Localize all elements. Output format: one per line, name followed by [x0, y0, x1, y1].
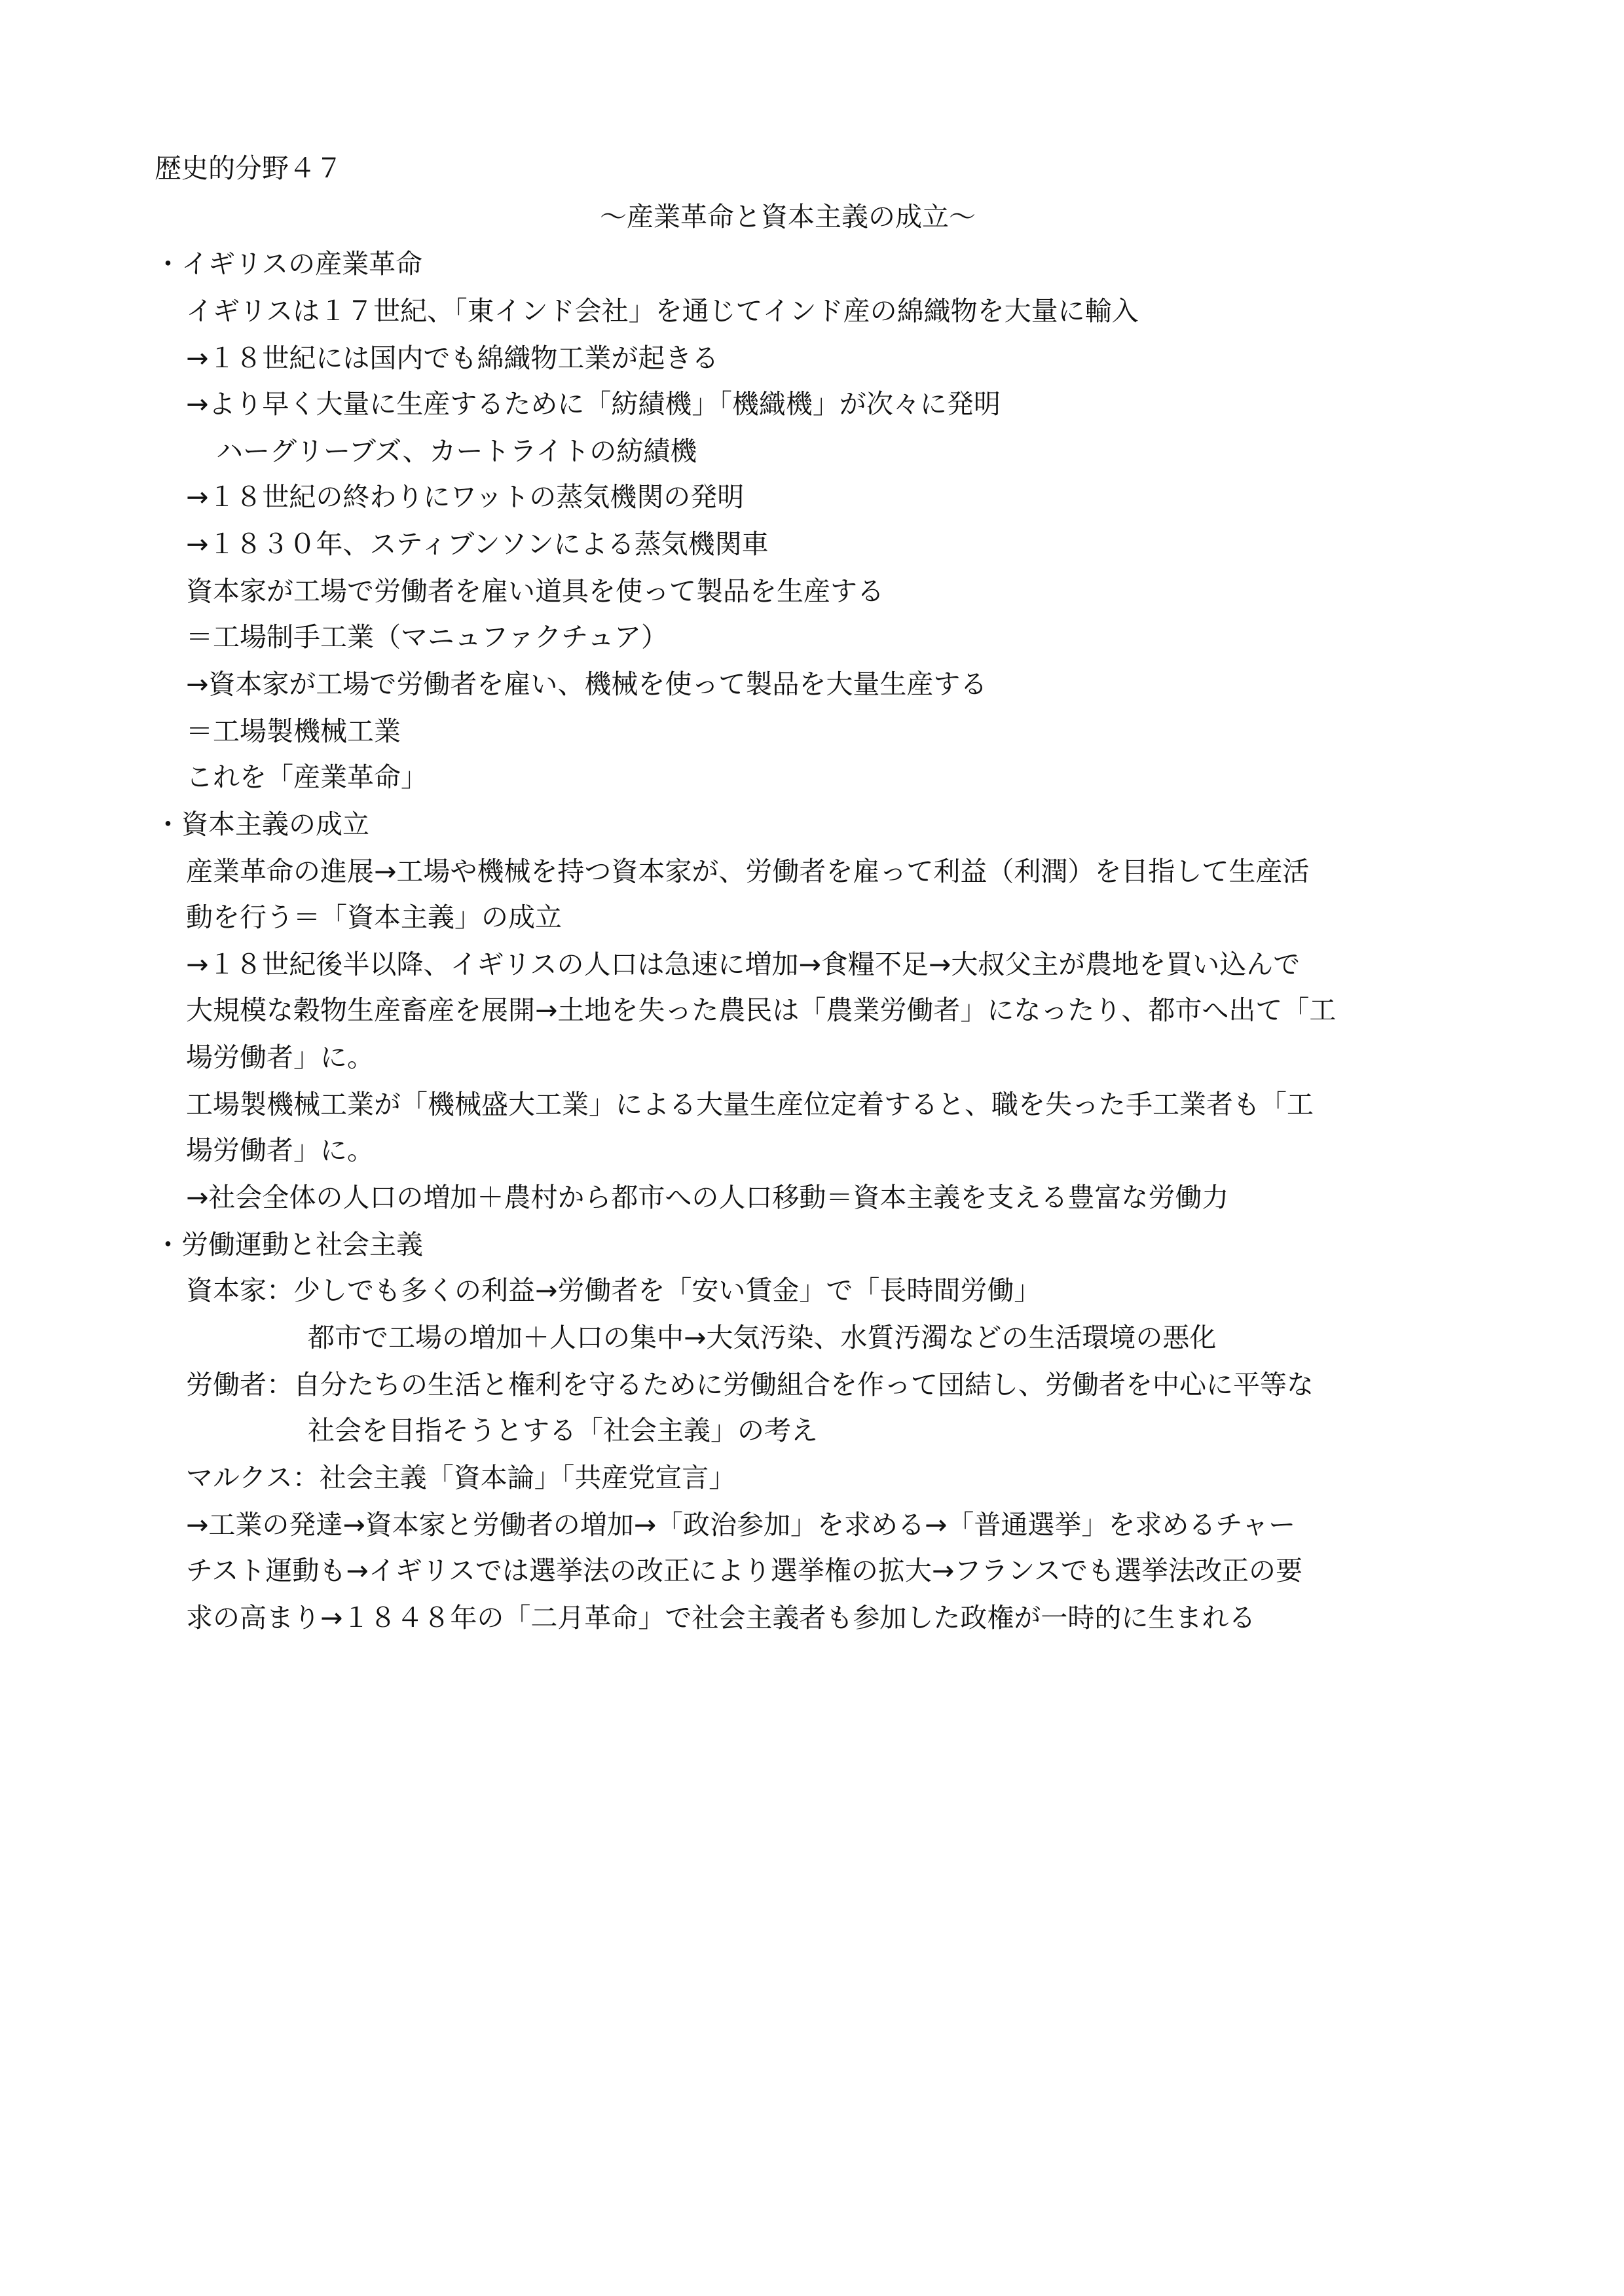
- section-1-line-7: 資本家が工場で労働者を雇い道具を使って製品を生産する: [186, 575, 884, 607]
- section-2-line-6: 工場製機械工業が「機械盛大工業」による大量生産位定着すると、職を失った手工業者も「工: [186, 1089, 1314, 1120]
- page-header: 歴史的分野４７: [155, 153, 342, 184]
- section-2-line-2: 動を行う＝「資本主義」の成立: [186, 902, 562, 933]
- section-3-line-6: →工業の発達→資本家と労働者の増加→「政治参加」を求める→「普通選挙」を求めるチャー: [186, 1509, 1296, 1540]
- section-2-line-7: 場労働者」に。: [186, 1135, 374, 1166]
- section-2-line-8: →社会全体の人口の増加＋農村から都市への人口移動＝資本主義を支える豊富な労働力: [186, 1182, 1229, 1213]
- section-1-line-10: ＝工場製機械工業: [186, 716, 401, 747]
- section-3-line-3: 労働者：自分たちの生活と権利を守るために労働組合を作って団結し、労働者を中心に平等な: [186, 1369, 1314, 1400]
- section-1-line-9: →資本家が工場で労働者を雇い、機械を使って製品を大量生産する: [186, 668, 987, 700]
- section-1-line-3: →より早く大量に生産するために「紡績機」「機織機」が次々に発明: [186, 388, 1001, 420]
- section-1-line-8: ＝工場制手工業（マニュファクチュア）: [186, 621, 668, 653]
- section-3-line-2: 都市で工場の増加＋人口の集中→大気汚染、水質汚濁などの生活環境の悪化: [308, 1322, 1217, 1353]
- section-1-line-1: イギリスは１７世紀、「東インド会社」を通じてインド産の綿織物を大量に輸入: [186, 295, 1139, 327]
- section-3-line-7: チスト運動も→イギリスでは選挙法の改正により選挙権の拡大→フランスでも選挙法改正の要: [186, 1555, 1303, 1586]
- section-1-line-4: ハーグリーブズ、カートライトの紡績機: [216, 435, 697, 467]
- section-heading-labor-movement: ・労働運動と社会主義: [155, 1229, 423, 1260]
- section-1-line-2: →１８世紀には国内でも綿織物工業が起きる: [186, 342, 719, 374]
- section-2-line-4: 大規模な穀物生産畜産を展開→土地を失った農民は「農業労働者」になったり、都市へ出て「工: [186, 994, 1337, 1026]
- section-3-line-5: マルクス：社会主義「資本論」「共産党宣言」: [186, 1462, 736, 1493]
- section-heading-industrial-revolution: ・イギリスの産業革命: [155, 248, 423, 280]
- section-1-line-5: →１８世紀の終わりにワットの蒸気機関の発明: [186, 481, 745, 513]
- section-2-line-1: 産業革命の進展→工場や機械を持つ資本家が、労働者を雇って利益（利潤）を目指して生産活: [186, 856, 1310, 887]
- section-heading-capitalism: ・資本主義の成立: [155, 809, 369, 840]
- section-1-line-6: →１８３０年、スティブンソンによる蒸気機関車: [186, 528, 769, 560]
- section-2-line-3: →１８世紀後半以降、イギリスの人口は急速に増加→食糧不足→大叔父主が農地を買い込んで: [186, 949, 1301, 980]
- section-3-line-8: 求の高まり→１８４８年の「二月革命」で社会主義者も参加した政権が一時的に生まれる: [186, 1602, 1256, 1633]
- section-1-line-11: これを「産業革命」: [186, 761, 428, 793]
- page-title: ～産業革命と資本主義の成立～: [600, 201, 976, 232]
- section-2-line-5: 場労働者」に。: [186, 1042, 374, 1073]
- section-3-line-1: 資本家：少しでも多くの利益→労働者を「安い賃金」で「長時間労働」: [186, 1275, 1041, 1306]
- section-3-line-4: 社会を目指そうとする「社会主義」の考え: [308, 1415, 818, 1446]
